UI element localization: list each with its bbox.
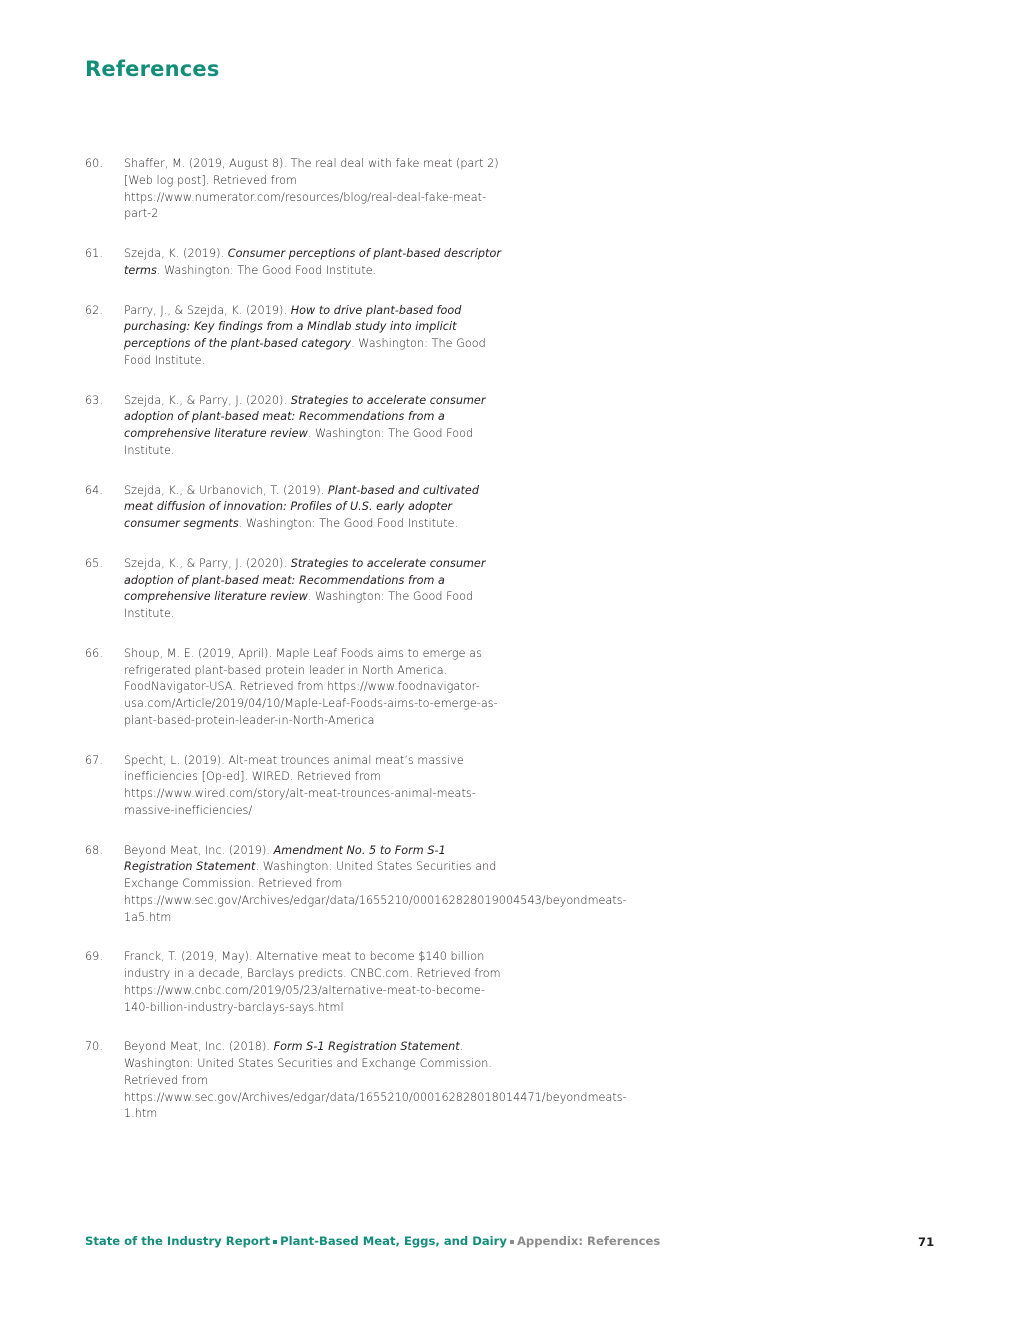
reference-item	[85, 1039, 627, 1123]
reference-number: 67.	[85, 753, 103, 767]
reference-text: Specht, L. (2019). Alt-meat trounces animal meat’s massive inefficiencies [Op-ed]. WIRED. Retrieved from https://www.wired.com/story/alt-meat-trounces-animal-meats-massive-inefficiencies/	[124, 753, 476, 817]
reference-item	[85, 156, 505, 223]
reference-text-end: . Washington: The Good Food Institute.	[124, 590, 474, 620]
reference-item	[85, 646, 505, 730]
reference-list	[85, 156, 627, 1146]
reference-number: 65.	[85, 556, 103, 570]
reference-text: Szejda, K., & Urbanovich, T. (2019).	[124, 483, 328, 497]
reference-text-end: . Washington: The Good Food Institute.	[238, 517, 459, 530]
reference-text: Franck, T. (2019, May). Alternative meat to become $140 billion industry in a decade, Barclays predicts. CNBC.com. Retrieved from https://www.cnbc.com/2019/05/23/alternative-meat-to-become-140-billion-industry-barclays-says.html	[124, 950, 501, 1014]
reference-text: Beyond Meat, Inc. (2019).	[124, 843, 274, 857]
footer-section: Appendix: References	[516, 1234, 661, 1248]
reference-number: 61.	[85, 247, 103, 260]
reference-number: 66.	[85, 646, 103, 660]
reference-text-end: . Washington: United States Securities and Exchange Commission. Retrieved from https://www.sec.gov/Archives/edgar/data/1655210/000162828019004543/beyondmeats-1a5.htm	[124, 860, 627, 924]
reference-text-end: . Washington: United States Securities and Exchange Commission. Retrieved from https://www.sec.gov/Archives/edgar/data/1655210/000162828018014471/beyondmeats-1.htm	[124, 1040, 627, 1121]
reference-number: 64.	[85, 483, 103, 497]
reference-number: 70.	[85, 1040, 103, 1054]
reference-number: 69.	[85, 950, 103, 964]
reference-text-end: . Washington: The Good Food Institute.	[124, 337, 486, 367]
reference-number: 60.	[85, 157, 103, 170]
reference-number: 62.	[85, 303, 103, 317]
reference-title: Consumer perceptions of plant-based descriptor terms	[124, 247, 502, 277]
reference-text: Shoup, M. E. (2019, April). Maple Leaf Foods aims to emerge as refrigerated plant-based protein leader in North America. FoodNavigator-USA. Retrieved from https://www.foodnavigator-usa.com/Article/2019/04/10/Maple-Leaf-Foods-aims-to-emerge-as-plant-based-protein-leader-in-North-America	[124, 646, 498, 727]
footer-subject: Plant-Based Meat, Eggs, and Dairy	[280, 1234, 507, 1248]
reference-title: How to drive plant-based food purchasing: Key findings from a Mindlab study into implicit perceptions of the plant-based category	[124, 303, 462, 350]
reference-title: Amendment No. 5 to Form S-1 Registration Statement	[124, 843, 446, 874]
reference-number: 68.	[85, 843, 103, 857]
footer-separator	[510, 1240, 514, 1244]
page-number: 71	[918, 1235, 935, 1249]
footer-report-title: State of the Industry Report	[85, 1234, 271, 1248]
reference-item	[85, 303, 505, 370]
reference-item	[85, 949, 505, 1016]
reference-text: Szejda, K., & Parry, J. (2020).	[124, 556, 291, 570]
footer	[85, 1234, 935, 1248]
reference-number: 63.	[85, 393, 103, 407]
reference-title: Plant-based and cultivated meat diffusion of innovation: Profiles of U.S. early adopter consumer segments	[124, 483, 480, 530]
reference-text-end: . Washington: The Good Food Institute.	[124, 427, 474, 457]
reference-title: Strategies to accelerate consumer adoption of plant-based meat: Recommendations from a comprehensive literature review	[124, 556, 486, 604]
reference-text: Parry, J., & Szejda, K. (2019).	[124, 303, 291, 317]
reference-item	[85, 843, 627, 927]
reference-title: Form S-1 Registration Statement	[273, 1040, 460, 1054]
reference-text: Beyond Meat, Inc. (2018).	[124, 1040, 274, 1054]
reference-item	[85, 556, 505, 623]
reference-text-end: . Washington: The Good Food Institute.	[156, 263, 377, 277]
reference-item	[85, 753, 505, 820]
reference-title: Strategies to accelerate consumer adoption of plant-based meat: Recommendations from a comprehensive literature review	[124, 393, 486, 440]
reference-text: Szejda, K. (2019).	[124, 247, 228, 260]
reference-item	[85, 246, 505, 280]
reference-text: Shaffer, M. (2019, August 8). The real deal with fake meat (part 2) [Web log post]. Retrieved from https://www.numerator.com/resources/blog/real-deal-fake-meat-part-2	[124, 157, 499, 221]
reference-item	[85, 393, 505, 460]
page-title: References	[85, 57, 220, 81]
reference-item	[85, 483, 505, 533]
footer-separator	[273, 1240, 277, 1244]
reference-text: Szejda, K., & Parry, J. (2020).	[124, 393, 291, 407]
